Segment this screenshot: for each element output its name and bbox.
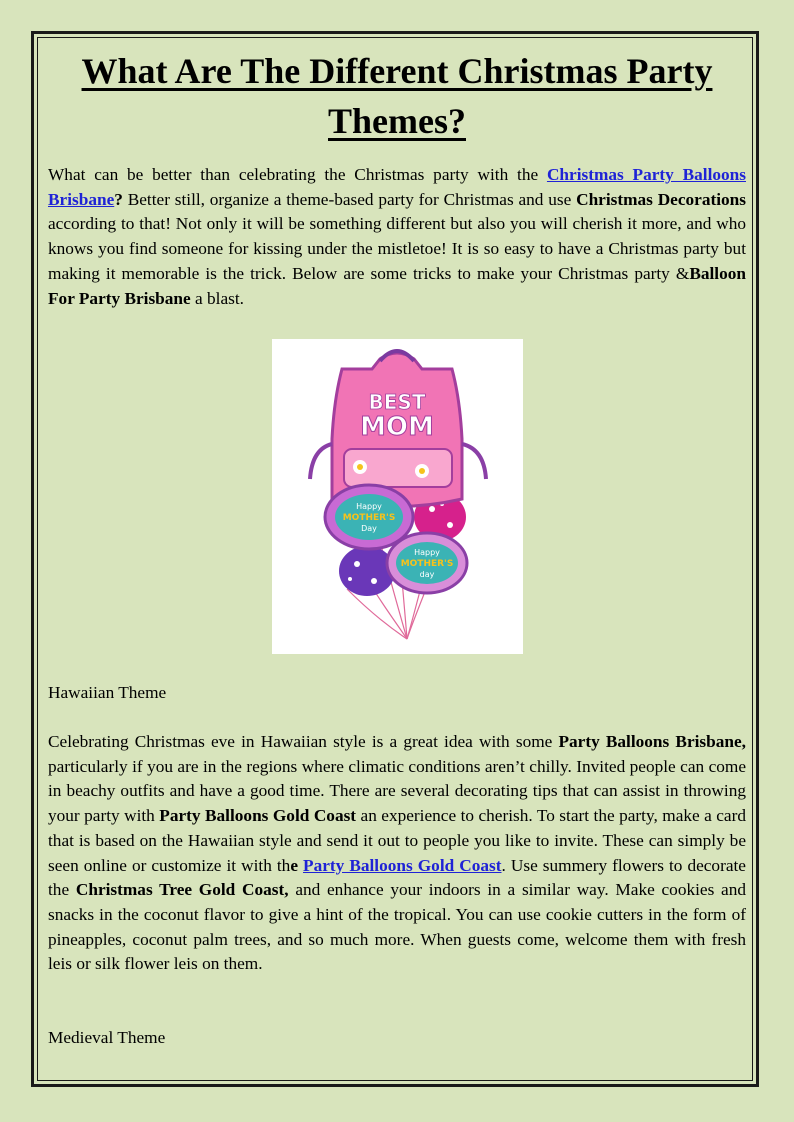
balloon-1-text-3: Day (361, 524, 377, 533)
intro-paragraph (48, 163, 746, 311)
hawaiian-bold-e: e (290, 855, 304, 875)
hawaiian-text-5: and enhance your indoors in a similar way. Make cookies and snacks in the coconut flavor to give a hint of the tropical. You can use cookie cutters in the form of pineapples, coconut palm trees, and so much more. When guests come, welcome them with fresh leis or silk flower leis on them. (48, 880, 746, 974)
party-balloons-gold-coast-bold: Party Balloons Gold Coast (159, 806, 357, 826)
balloon-2-text-2: MOTHER'S (400, 559, 454, 569)
christmas-tree-gold-coast-bold: Christmas Tree Gold Coast, (75, 880, 289, 900)
intro-question-mark: ? (114, 189, 128, 209)
intro-text-3: according to that! Not only it will be something different but also you will cherish it more, and who knows you find someone for kissing under the mistletoe! It is so easy to have a Christmas party but making it memorable is the trick. Below are some tricks to make your Christmas party & (48, 214, 746, 283)
title-line-1: What Are The Different Christmas Party (81, 51, 713, 91)
medieval-theme-heading: Medieval Theme (48, 1028, 166, 1047)
balloon-1-text-2: MOTHER'S (342, 513, 396, 523)
hawaiian-theme-heading: Hawaiian Theme (48, 683, 167, 702)
title-line-2: Themes? (328, 101, 466, 141)
hawaiian-text-1: Celebrating Christmas eve in Hawaiian style is a great idea with some (48, 732, 559, 751)
balloon-banner-top: BEST (368, 390, 426, 414)
hawaiian-text-3: an experience to cherish. To start the party, make a card that is based on the Hawaiian style and send it out to people you like to invite. These can simply be seen online or customize it with th (48, 806, 746, 875)
balloon-2-text-1: Happy (414, 548, 440, 557)
page-title (48, 46, 746, 146)
document-body (48, 46, 747, 1047)
christmas-decorations-bold: Christmas Decorations (576, 189, 747, 209)
balloon-1-text-1: Happy (356, 502, 382, 511)
balloon-banner-bottom: MOM (360, 412, 434, 442)
balloon-for-party-brisbane-bold: Balloon For Party Brisbane (48, 263, 746, 308)
intro-text-2: Better still, organize a theme-based party for Christmas and use (127, 189, 577, 209)
balloon-2-text-3: day (419, 570, 435, 579)
balloon-bouquet-image (272, 339, 523, 654)
hawaiian-text-4: . Use summery flowers to decorate the (48, 855, 746, 900)
intro-text-1: What can be better than celebrating the Christmas party with the (48, 165, 547, 184)
party-balloons-gold-coast-link[interactable]: Party Balloons Gold Coast (303, 855, 502, 875)
party-balloons-brisbane-bold: Party Balloons Brisbane, (558, 732, 746, 751)
intro-text-4: a blast. (190, 288, 244, 308)
hawaiian-text-2: particularly if you are in the regions where climatic conditions aren’t chilly. Invited people can come in beachy outfits and have a good time. There are several decorating tips that can assist in throwing your party with (48, 756, 746, 826)
christmas-party-balloons-brisbane-link[interactable]: Christmas Party Balloons Brisbane (48, 165, 746, 209)
hawaiian-paragraph (48, 730, 746, 977)
